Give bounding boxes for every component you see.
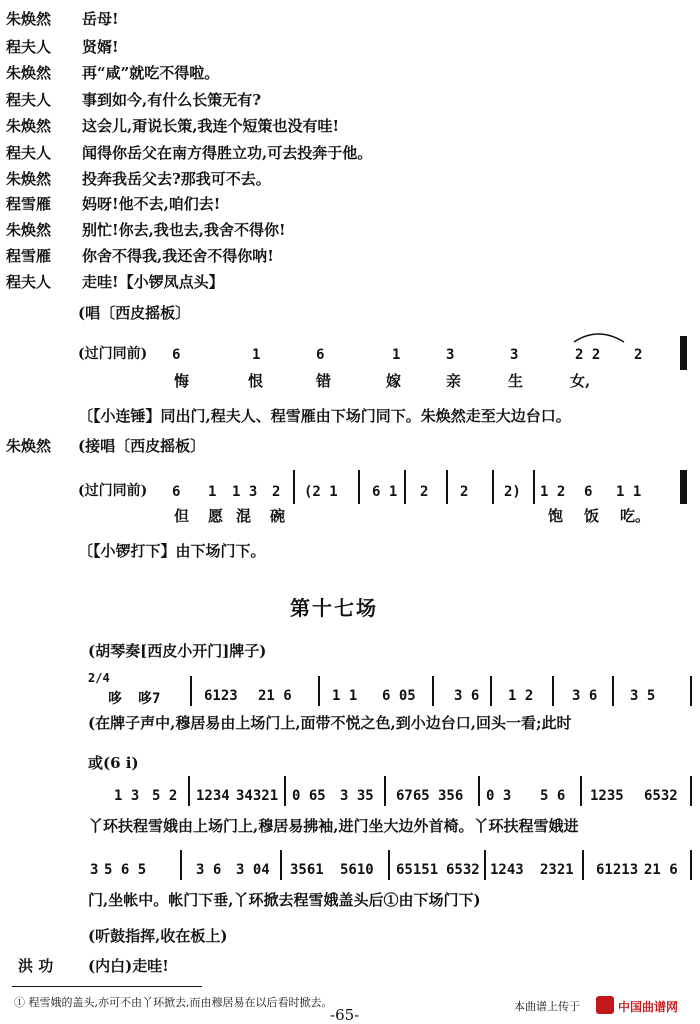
lyric-char: 生 [508, 372, 524, 390]
dialogue-line [6, 168, 686, 192]
stage-direction-5: 门,坐帐中。帐门下垂,丫环掀去程雪娥盖头后①由下场门下) [88, 891, 481, 909]
sing1-end-bar [680, 336, 687, 370]
music-note: 6 05 [382, 688, 416, 704]
music-note: 3 [510, 347, 519, 363]
speaker-name: 程夫人 [6, 144, 52, 162]
dialogue-text: 你舍不得我,我还舍不得你呐! [82, 247, 274, 265]
dialogue-text: 这会儿,甭说长策,我连个短策也没有哇! [82, 117, 340, 135]
music-note: 1 1 [332, 688, 358, 704]
stage-direction-6: (听鼓指挥,收在板上) [88, 927, 228, 945]
music-note: 65151 [396, 862, 439, 878]
page-number: -65- [330, 1006, 360, 1024]
stage-direction-3b: 或(6 i) [88, 754, 139, 772]
music-note: 2 [460, 484, 469, 500]
watermark-prefix: 本曲谱上传于 [514, 1000, 580, 1013]
speaker-name: 朱焕然 [6, 117, 52, 135]
bar-line [404, 470, 406, 504]
music-note: 356 [438, 788, 464, 804]
music-note: 1 [252, 347, 261, 363]
dialogue-text: 别忙!你去,我也去,我舍不得你! [82, 221, 286, 239]
dialogue-text: 走哇!【小锣凤点头】 [82, 273, 224, 291]
music-note: 2 2 [575, 347, 601, 363]
music-note: 3 [90, 862, 99, 878]
bar-line [690, 676, 692, 706]
bar-line [492, 470, 494, 504]
music-note: 3 04 [236, 862, 270, 878]
music-note: 1 [208, 484, 217, 500]
music-note: 3 35 [340, 788, 374, 804]
music-note: 1 3 [114, 788, 140, 804]
bar-line [490, 676, 492, 706]
music-note: 1243 [490, 862, 524, 878]
speaker-name: 程雪雁 [6, 195, 52, 213]
sing2-direction: (接唱〔西皮摇板〕 [78, 437, 206, 455]
lyric-char: 女, [570, 372, 591, 390]
stage-direction-3: (在牌子声中,穆居易由上场门上,面带不悦之色,到小边台口,回头一看;此时 [88, 714, 572, 732]
dialogue-text: 投奔我岳父去?那我可不去。 [82, 170, 271, 188]
bar-line [690, 776, 692, 806]
music-note: 5 6 5 [104, 862, 147, 878]
sing2-end-bar [680, 470, 687, 504]
music-note: 5 2 [152, 788, 178, 804]
bar-line [432, 676, 434, 706]
dialogue-text: 再“咸”就吃不得啦。 [82, 64, 220, 82]
music-note: 6 1 [372, 484, 398, 500]
music-note: 6 [316, 347, 325, 363]
speaker-name: 朱焕然 [6, 10, 52, 28]
dialogue-text: 闻得你岳父在南方得胜立功,可去投奔于他。 [82, 144, 373, 162]
music-note: 1 [392, 347, 401, 363]
stage-direction-2: 〔【小锣打下】由下场门下。 [78, 542, 266, 560]
dialogue-text: 岳母! [82, 10, 119, 28]
dialogue-line [6, 89, 686, 113]
bar-line [690, 850, 692, 880]
bar-line [533, 470, 535, 504]
dialogue-line [6, 36, 686, 60]
music-note: 2 [634, 347, 643, 363]
bar-line [446, 470, 448, 504]
bar-line [318, 676, 320, 706]
music-note: 2 [272, 484, 281, 500]
lyric-char: 愿 [208, 507, 224, 525]
music-note: 6123 [204, 688, 238, 704]
dialogue-line [6, 193, 686, 217]
lyric-char: 亲 [446, 372, 462, 390]
intro-direction: (胡琴奏[西皮小开门]牌子) [88, 642, 267, 660]
bar-line [580, 776, 582, 806]
dialogue-line [6, 8, 686, 32]
music-note: 1235 [590, 788, 624, 804]
dialogue-text: 妈呀!他不去,咱们去! [82, 195, 221, 213]
bar-line [284, 776, 286, 806]
music-note: 1 3 [232, 484, 258, 500]
music-note: 3 6 [454, 688, 480, 704]
sing1-slur [570, 326, 630, 346]
stage-direction-1: 〔【小连锤】同出门,程夫人、程雪雁由下场门同下。朱焕然走至大边台口。 [78, 407, 571, 425]
scene-title: 第十七场 [290, 596, 378, 620]
dialogue-line [6, 62, 686, 86]
stage-direction-4: 丫环扶程雪娥由上场门上,穆居易拂袖,进门坐大边外首椅。丫环扶程雪娥进 [88, 817, 579, 835]
music-note: 2321 [540, 862, 574, 878]
bar-line [388, 850, 390, 880]
lyric-char: 混 [236, 507, 252, 525]
hong-speaker: 洪 功 [18, 957, 54, 975]
music-note: 6532 [446, 862, 480, 878]
bar-line [280, 850, 282, 880]
bar-line [612, 676, 614, 706]
music-note: 34321 [236, 788, 279, 804]
lyric-char: 碗 [270, 507, 286, 525]
music-note: 3561 [290, 862, 324, 878]
lyric-char: 饱 [548, 507, 564, 525]
music-note: 3 5 [630, 688, 656, 704]
music-note: 6 [172, 484, 181, 500]
music-note: 哆7 [138, 691, 161, 707]
music-note: 21 6 [644, 862, 678, 878]
sing1-prefix: (过门同前) [78, 346, 148, 362]
music-note: 61213 [596, 862, 639, 878]
dialogue-line [6, 271, 686, 295]
music-note: 1 1 [616, 484, 642, 500]
footnote-rule [12, 986, 202, 987]
sing1-direction: (唱〔西皮摇板〕 [78, 304, 191, 322]
dialogue-line [6, 115, 686, 139]
music-note: 2 [420, 484, 429, 500]
music-note: 6 [584, 484, 593, 500]
footnote: ① 程雪娥的盖头,亦可不由丫环掀去,而由穆居易在以后看时掀去。 [14, 996, 333, 1009]
lyric-char: 嫁 [386, 372, 402, 390]
music-note: 6 [172, 347, 181, 363]
music-note: 6532 [644, 788, 678, 804]
sing2-speaker: 朱焕然 [6, 437, 52, 455]
bar-line [552, 676, 554, 706]
time-signature: 2/4 [88, 671, 110, 685]
lyric-char: 错 [316, 372, 332, 390]
speaker-name: 朱焕然 [6, 170, 52, 188]
music-note: 0 3 [486, 788, 512, 804]
music-note: 哆 [108, 691, 122, 707]
lyric-char: 饭 [584, 507, 600, 525]
lyric-char: 但 [174, 507, 190, 525]
dialogue-text: 事到如今,有什么长策无有? [82, 91, 262, 109]
music-note: 5610 [340, 862, 374, 878]
music-note: 1234 [196, 788, 230, 804]
watermark-site: 中国曲谱网 [618, 1000, 679, 1014]
sing2-prefix: (过门同前) [78, 483, 148, 499]
music-note: 1 2 [540, 484, 566, 500]
bar-line [478, 776, 480, 806]
speaker-name: 朱焕然 [6, 221, 52, 239]
lyric-char: 吃。 [620, 507, 651, 525]
bar-line [293, 470, 295, 504]
speaker-name: 朱焕然 [6, 64, 52, 82]
lyric-char: 恨 [248, 372, 264, 390]
music-note: 1 2 [508, 688, 534, 704]
bar-line [582, 850, 584, 880]
bar-line [180, 850, 182, 880]
lyric-char: 悔 [174, 372, 190, 390]
speaker-name: 程夫人 [6, 38, 52, 56]
music-note: 6765 [396, 788, 430, 804]
music-note: 3 [446, 347, 455, 363]
music-note: 21 6 [258, 688, 292, 704]
bar-line [484, 850, 486, 880]
dialogue-text: 贤婿! [82, 38, 119, 56]
music-note: 3 6 [572, 688, 598, 704]
music-note: 2) [504, 484, 521, 500]
dialogue-line [6, 219, 686, 243]
music-note: 5 6 [540, 788, 566, 804]
music-note: (2 1 [304, 484, 338, 500]
hong-line: (内白)走哇! [88, 957, 169, 975]
bar-line [190, 676, 192, 706]
bar-line [188, 776, 190, 806]
speaker-name: 程雪雁 [6, 247, 52, 265]
music-note: 0 65 [292, 788, 326, 804]
speaker-name: 程夫人 [6, 273, 52, 291]
music-note: 3 6 [196, 862, 222, 878]
dialogue-line [6, 142, 686, 166]
bar-line [384, 776, 386, 806]
site-logo-icon [596, 996, 614, 1014]
speaker-name: 程夫人 [6, 91, 52, 109]
dialogue-line [6, 245, 686, 269]
bar-line [358, 470, 360, 504]
